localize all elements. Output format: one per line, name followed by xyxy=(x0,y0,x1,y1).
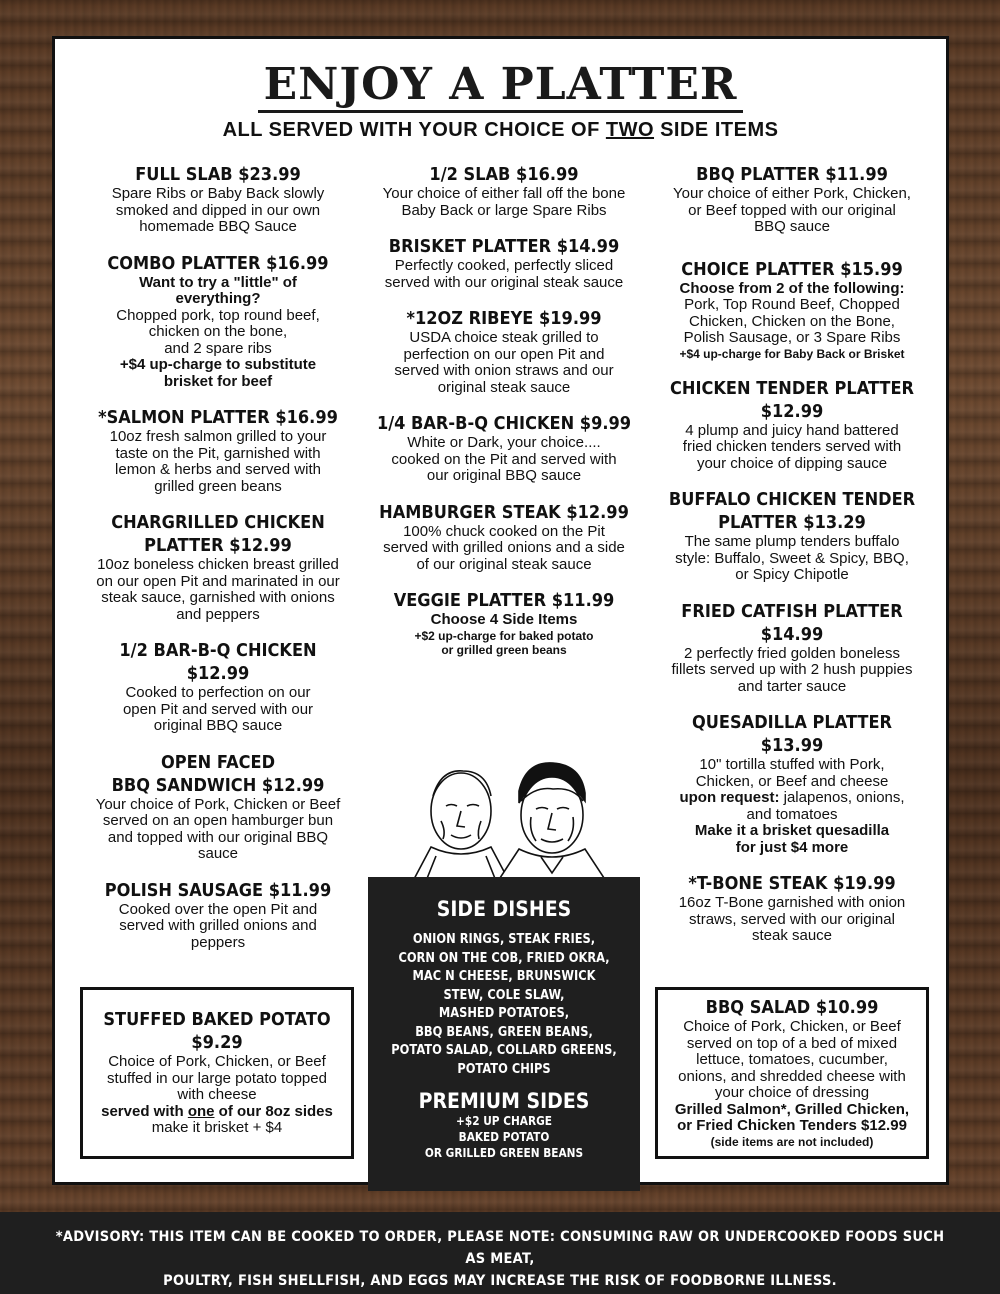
menu-item-quesadilla-platter xyxy=(647,711,937,856)
menu-item-open-faced-sandwich xyxy=(73,751,363,863)
left-face-icon xyxy=(413,771,509,881)
item-desc: 10oz fresh salmon grilled to your taste on the Pit, garnished with lemon & herbs and served with grilled green beans xyxy=(109,428,327,495)
menu-item-combo-platter xyxy=(73,252,363,391)
advisory-text: *ADVISORY: THIS ITEM CAN BE COOKED TO ORDER, PLEASE NOTE: CONSUMING RAW OR UNDERCOOKED FOODS SUCH AS MEAT, POULTRY, FISH SHELLFISH, AND EGGS MAY INCREASE THE RISK OF FOODBORNE ILLNESS. xyxy=(55,1229,945,1289)
item-note: Choose from 2 of the following: xyxy=(679,279,905,297)
item-desc: Choice of Pork, Chicken, or Beef stuffed in our large potato topped with cheese xyxy=(107,1053,327,1103)
item-name: HAMBURGER STEAK $12.99 xyxy=(379,501,629,523)
menu-column-right xyxy=(647,163,937,961)
menu-item-choice-platter xyxy=(647,258,937,361)
item-name: QUESADILLA PLATTER $13.99 xyxy=(692,712,892,756)
menu-item-quarter-bbq-chicken xyxy=(359,412,649,485)
menu-column-left xyxy=(73,163,363,967)
founders-illustration xyxy=(391,751,621,881)
item-desc: Spare Ribs or Baby Back slowly smoked and dipped in our own homemade BBQ Sauce xyxy=(111,185,325,235)
item-desc: 4 plump and juicy hand battered fried chicken tenders served with your choice of dipping sauce xyxy=(682,421,902,472)
item-name: BRISKET PLATTER $14.99 xyxy=(388,236,620,257)
item-upcharge: +$4 up-charge for Baby Back or Brisket xyxy=(679,346,905,361)
item-name: 1/2 SLAB $16.99 xyxy=(429,164,579,185)
item-desc: Cooked over the open Pit and served with grilled onions and peppers xyxy=(118,900,318,951)
item-name: CHICKEN TENDER PLATTER $12.99 xyxy=(670,377,914,422)
advisory-banner xyxy=(0,1212,1000,1294)
menu-item-catfish-platter xyxy=(647,600,937,696)
item-desc: White or Dark, your choice.... cooked on the Pit and served with our original BBQ sauce xyxy=(391,434,617,484)
item-upcharge: make it brisket + $4 xyxy=(151,1119,283,1136)
menu-item-tbone-steak xyxy=(647,872,937,945)
premium-sides-heading: PREMIUM SIDES xyxy=(418,1089,590,1113)
item-name: FRIED CATFISH PLATTER $14.99 xyxy=(681,600,903,645)
item-name: COMBO PLATTER $16.99 xyxy=(107,252,329,274)
premium-sides-list: +$2 UP CHARGE BAKED POTATO OR GRILLED GREEN BEANS xyxy=(424,1114,584,1160)
menu-panel xyxy=(52,36,949,1185)
item-name: FULL SLAB $23.99 xyxy=(135,164,301,185)
item-name: *T-BONE STEAK $19.99 xyxy=(688,873,896,894)
menu-item-veggie-platter xyxy=(359,589,649,657)
item-name: *12OZ RIBEYE $19.99 xyxy=(406,308,602,329)
item-name: 1/2 BAR-B-Q CHICKEN $12.99 xyxy=(119,640,317,684)
item-desc: Your choice of Pork, Chicken or Beef served on an open hamburger bun and topped with our original BBQ sauce xyxy=(95,795,341,862)
item-desc: Perfectly cooked, perfectly sliced served with our original steak sauce xyxy=(384,257,624,291)
menu-item-half-bbq-chicken xyxy=(73,639,363,735)
item-desc: USDA choice steak grilled to perfection on our open Pit and served with onion straws and our original steak sauce xyxy=(394,329,614,396)
item-name: VEGGIE PLATTER $11.99 xyxy=(393,590,615,611)
item-note: served with one of our 8oz sides xyxy=(101,1102,333,1120)
item-desc: Chopped pork, top round beef, chicken on the bone, and 2 spare ribs xyxy=(116,306,320,357)
item-desc: Your choice of either fall off the bone Baby Back or large Spare Ribs xyxy=(382,185,626,219)
item-desc: Your choice of either Pork, Chicken, or Beef topped with our original BBQ sauce xyxy=(673,185,911,235)
menu-column-center xyxy=(359,163,649,673)
item-name: CHOICE PLATTER $15.99 xyxy=(681,258,903,280)
item-note: Want to try a "little" of everything? xyxy=(139,273,297,307)
menu-item-buffalo-tender-platter xyxy=(647,488,937,584)
menu-item-half-slab xyxy=(359,163,649,219)
item-desc: 16oz T-Bone garnished with onion straws, served with our original steak sauce xyxy=(678,894,906,944)
item-desc: The same plump tenders buffalo style: Buffalo, Sweet & Spicy, BBQ, or Spicy Chipotle xyxy=(675,533,909,583)
menu-item-salmon-platter xyxy=(73,406,363,495)
page-title: ENJOY A PLATTER xyxy=(55,59,946,110)
item-name: *SALMON PLATTER $16.99 xyxy=(98,407,338,428)
item-desc: Choice of Pork, Chicken, or Beef served on top of a bed of mixed lettuce, tomatoes, cucumber, onions, and shredded cheese with your choice of dressing xyxy=(678,1018,906,1101)
menu-item-brisket-platter xyxy=(359,235,649,291)
menu-item-chargrilled-chicken xyxy=(73,511,363,623)
item-desc: Cooked to perfection on our open Pit and served with our original BBQ sauce xyxy=(122,684,314,734)
item-upcharge: +$2 up-charge for baked potato or grilled green beans xyxy=(414,628,594,657)
item-name: CHARGRILLED CHICKEN PLATTER $12.99 xyxy=(111,512,325,556)
item-desc: 100% chuck cooked on the Pit served with grilled onions and a side of our original steak sauce xyxy=(383,522,625,573)
side-dishes-heading: SIDE DISHES xyxy=(436,897,572,921)
side-dishes-list: ONION RINGS, STEAK FRIES, CORN ON THE COB, FRIED OKRA, MAC N CHEESE, BRUNSWICK STEW, COLE SLAW, MASHED POTATOES, BBQ BEANS, GREEN BEANS, POTATO SALAD, COLLARD GREENS, POTATO CHIPS xyxy=(391,932,617,1077)
item-name: BBQ SALAD $10.99 xyxy=(705,997,879,1018)
page-subtitle: ALL SERVED WITH YOUR CHOICE OF TWO SIDE ITEMS xyxy=(222,119,779,141)
item-desc: 2 perfectly fried golden boneless fillets served up with 2 hush puppies and tarter sauce xyxy=(671,644,913,695)
side-dishes-box xyxy=(368,877,640,1191)
item-footnote: (side items are not included) xyxy=(710,1134,874,1149)
menu-item-bbq-platter xyxy=(647,163,937,236)
item-name: OPEN FACED BBQ SANDWICH $12.99 xyxy=(111,751,325,796)
item-desc: 10" tortilla stuffed with Pork, Chicken, or Beef and cheese upon request: jalapenos, onions, and tomatoes xyxy=(679,756,905,823)
item-name: STUFFED BAKED POTATO $9.29 xyxy=(103,1009,331,1053)
item-upcharge: Make it a brisket quesadilla for just $4 more xyxy=(694,822,890,856)
item-name: 1/4 BAR-B-Q CHICKEN $9.99 xyxy=(376,413,632,434)
menu-item-chicken-tender-platter xyxy=(647,377,937,473)
item-name: BBQ PLATTER $11.99 xyxy=(696,164,888,185)
bbq-salad-box xyxy=(655,987,929,1159)
menu-item-ribeye xyxy=(359,307,649,396)
menu-item-full-slab xyxy=(73,163,363,236)
item-upcharge: +$4 up-charge to substitute brisket for beef xyxy=(119,356,317,390)
item-desc: Pork, Top Round Beef, Chopped Chicken, Chicken on the Bone, Polish Sausage, or 3 Spare Ribs xyxy=(683,296,901,346)
menu-item-polish-sausage xyxy=(73,879,363,952)
menu-item-hamburger-steak xyxy=(359,501,649,574)
item-desc: 10oz boneless chicken breast grilled on our open Pit and marinated in our steak sauce, garnished with onions and peppers xyxy=(96,556,340,623)
stuffed-potato-box xyxy=(80,987,354,1159)
item-note: Grilled Salmon*, Grilled Chicken, or Fried Chicken Tenders $12.99 xyxy=(674,1100,910,1134)
right-face-icon xyxy=(498,763,606,881)
item-name: POLISH SAUSAGE $11.99 xyxy=(104,879,332,901)
item-name: BUFFALO CHICKEN TENDER PLATTER $13.29 xyxy=(668,489,916,533)
item-note: Choose 4 Side Items xyxy=(430,611,578,628)
